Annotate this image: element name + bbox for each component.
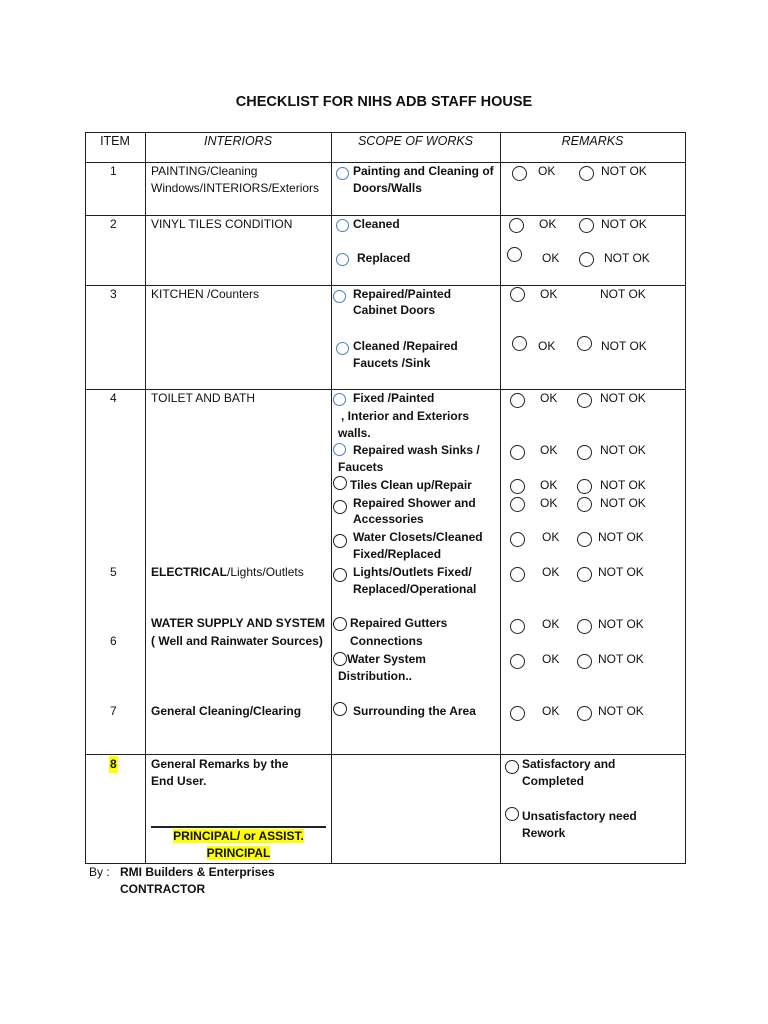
table-border-left	[85, 132, 86, 864]
row8-number: 8	[110, 757, 117, 771]
row4-scope5-line2: Fixed/Replaced	[353, 547, 442, 561]
row4-scope2-line2: Faucets	[338, 460, 384, 474]
row4-notok2-radio[interactable]	[577, 445, 592, 460]
row7-interior: General Cleaning/Clearing	[151, 704, 302, 718]
footer-by-label: By :	[89, 865, 110, 879]
column-divider-1	[145, 132, 146, 864]
row4-scope2-radio[interactable]	[333, 443, 346, 456]
row6-notok2-label: NOT OK	[598, 652, 644, 666]
row3-ok2-label: OK	[538, 339, 556, 353]
row1-interior-line2: Windows/INTERIORS/Exteriors	[151, 181, 320, 195]
signature-label-line2: PRINCIPAL	[206, 846, 271, 860]
row4-notok1-radio[interactable]	[577, 393, 592, 408]
row7-scope-radio[interactable]	[333, 702, 347, 716]
row5-scope-line1: Lights/Outlets Fixed/	[353, 565, 472, 579]
footer-company: RMI Builders & Enterprises	[120, 865, 275, 879]
row2-interior: VINYL TILES CONDITION	[151, 217, 293, 231]
row4-ok3-radio[interactable]	[510, 479, 525, 494]
row6-scope1-line2: Connections	[350, 634, 423, 648]
row2-ok2-radio[interactable]	[507, 247, 522, 262]
header-interiors: INTERIORS	[203, 134, 273, 148]
signature-label-line1: PRINCIPAL/ or ASSIST.	[173, 829, 304, 843]
row2-ok1-radio[interactable]	[509, 218, 524, 233]
row4-ok2-label: OK	[540, 443, 558, 457]
row1-notok-radio[interactable]	[579, 166, 594, 181]
row5-interior	[151, 564, 304, 581]
row3-scope2-line1: Cleaned /Repaired	[353, 339, 458, 353]
row3-notok1-label: NOT OK	[600, 287, 646, 301]
row2-notok2-radio[interactable]	[579, 252, 594, 267]
row4-scope5-radio[interactable]	[333, 534, 347, 548]
row4-notok4-radio[interactable]	[577, 497, 592, 512]
row1-notok-label: NOT OK	[601, 164, 647, 178]
row6-interior-line2: ( Well and Rainwater Sources)	[151, 634, 323, 648]
row4-ok4-radio[interactable]	[510, 497, 525, 512]
row3-scope2-radio[interactable]	[336, 342, 349, 355]
row4-notok3-label: NOT OK	[600, 478, 646, 492]
row7-ok-radio[interactable]	[510, 706, 525, 721]
row4-scope1-line3: walls.	[338, 426, 371, 440]
column-divider-2	[331, 132, 332, 864]
row1-number: 1	[110, 164, 117, 178]
row4-notok5-radio[interactable]	[577, 532, 592, 547]
row2-ok1-label: OK	[539, 217, 557, 231]
row3-ok1-label: OK	[540, 287, 558, 301]
row5-notok-radio[interactable]	[577, 567, 592, 582]
row8-satisfactory-line2: Completed	[522, 774, 585, 788]
row3-ok2-radio[interactable]	[512, 336, 527, 351]
row6-scope2-radio[interactable]	[333, 652, 347, 666]
row3-scope1-line2: Cabinet Doors	[353, 303, 436, 317]
row4-scope4-line1: Repaired Shower and	[353, 496, 476, 510]
row4-number: 4	[110, 391, 117, 405]
row1-scope-line1: Painting and Cleaning of	[353, 164, 494, 178]
row2-notok2-label: NOT OK	[604, 251, 650, 265]
row4-scope1-line2: , Interior and Exteriors	[341, 409, 470, 423]
row4-ok2-radio[interactable]	[510, 445, 525, 460]
row8-unsatisfactory-radio[interactable]	[505, 807, 519, 821]
row3-scope1-radio[interactable]	[333, 290, 346, 303]
row5-number: 5	[110, 565, 117, 579]
row7-notok-label: NOT OK	[598, 704, 644, 718]
row4-scope3-radio[interactable]	[333, 476, 347, 490]
header-item: ITEM	[100, 134, 130, 148]
row4-scope4-radio[interactable]	[333, 500, 347, 514]
row4-ok1-radio[interactable]	[510, 393, 525, 408]
row3-ok1-radio[interactable]	[510, 287, 525, 302]
row6-ok1-radio[interactable]	[510, 619, 525, 634]
row7-divider	[85, 754, 686, 755]
row4-ok4-label: OK	[540, 496, 558, 510]
row6-notok1-label: NOT OK	[598, 617, 644, 631]
row3-interior: KITCHEN /Counters	[151, 287, 260, 301]
row8-satisfactory-line1: Satisfactory and	[522, 757, 616, 771]
row1-ok-radio[interactable]	[512, 166, 527, 181]
row2-number: 2	[110, 217, 117, 231]
row3-notok2-radio[interactable]	[577, 336, 592, 351]
row7-scope-label: Surrounding the Area	[353, 704, 476, 718]
row4-scope4-line2: Accessories	[353, 512, 424, 526]
row4-scope1-line1: Fixed /Painted	[353, 391, 435, 405]
header-remarks: REMARKS	[561, 134, 624, 148]
row6-notok2-radio[interactable]	[577, 654, 592, 669]
row2-scope1-label: Cleaned	[353, 217, 400, 231]
row4-ok3-label: OK	[540, 478, 558, 492]
row5-scope-line2: Replaced/Operational	[353, 582, 477, 596]
row6-scope2-line1: Water System	[347, 652, 426, 666]
row4-ok5-radio[interactable]	[510, 532, 525, 547]
row6-number: 6	[110, 634, 117, 648]
row8-unsatisfactory-line2: Rework	[522, 826, 566, 840]
row4-ok1-label: OK	[540, 391, 558, 405]
row6-ok1-label: OK	[542, 617, 560, 631]
row8-interior-line1: General Remarks by the	[151, 757, 289, 771]
row2-notok1-radio[interactable]	[579, 218, 594, 233]
row3-number: 3	[110, 287, 117, 301]
row3-notok2-label: NOT OK	[601, 339, 647, 353]
row6-notok1-radio[interactable]	[577, 619, 592, 634]
row6-ok2-label: OK	[542, 652, 560, 666]
row2-notok1-label: NOT OK	[601, 217, 647, 231]
row1-scope-line2: Doors/Walls	[353, 181, 422, 195]
row2-scope1-radio[interactable]	[336, 219, 349, 232]
row4-ok5-label: OK	[542, 530, 560, 544]
row4-notok5-label: NOT OK	[598, 530, 644, 544]
row7-notok-radio[interactable]	[577, 706, 592, 721]
row4-notok1-label: NOT OK	[600, 391, 646, 405]
table-border-right	[685, 132, 686, 864]
row6-ok2-radio[interactable]	[510, 654, 525, 669]
row1-ok-label: OK	[538, 164, 556, 178]
row4-scope5-line1: Water Closets/Cleaned	[353, 530, 483, 544]
row5-scope-radio[interactable]	[333, 568, 347, 582]
row4-scope3-label: Tiles Clean up/Repair	[350, 478, 472, 492]
row1-interior-line1: PAINTING/Cleaning	[151, 164, 258, 178]
row4-scope1-radio[interactable]	[333, 393, 346, 406]
row4-notok4-label: NOT OK	[600, 496, 646, 510]
row2-scope2-radio[interactable]	[336, 253, 349, 266]
row6-scope1-line1: Repaired Gutters	[350, 616, 448, 630]
row6-interior-line1: WATER SUPPLY AND SYSTEM	[151, 616, 326, 630]
page-title: CHECKLIST FOR NIHS ADB STAFF HOUSE	[235, 94, 533, 110]
row2-ok2-label: OK	[542, 251, 560, 265]
row1-scope-radio[interactable]	[336, 167, 349, 180]
row7-ok-label: OK	[542, 704, 560, 718]
row8-satisfactory-radio[interactable]	[505, 760, 519, 774]
row5-ok-radio[interactable]	[510, 567, 525, 582]
row5-ok-label: OK	[542, 565, 560, 579]
column-divider-3	[500, 132, 501, 864]
header-scope: SCOPE OF WORKS	[357, 134, 474, 148]
row5-interior-rest: /Lights/Outlets	[227, 565, 304, 579]
row3-scope2-line2: Faucets /Sink	[353, 356, 431, 370]
row6-scope2-line2: Distribution..	[338, 669, 412, 683]
row3-scope1-line1: Repaired/Painted	[353, 287, 452, 301]
row4-interior: TOILET AND BATH	[151, 391, 256, 405]
table-border-top	[85, 132, 686, 133]
row4-notok3-radio[interactable]	[577, 479, 592, 494]
row5-interior-bold: ELECTRICAL	[151, 565, 227, 579]
row2-scope2-label: Replaced	[357, 251, 411, 265]
row6-scope1-radio[interactable]	[333, 617, 347, 631]
row8-interior-line2: End User.	[151, 774, 207, 788]
row7-number: 7	[110, 704, 117, 718]
footer-role: CONTRACTOR	[120, 882, 206, 896]
signature-label	[151, 828, 326, 862]
row4-scope2-line1: Repaired wash Sinks /	[353, 443, 480, 457]
row4-notok2-label: NOT OK	[600, 443, 646, 457]
row8-unsatisfactory-line1: Unsatisfactory need	[522, 809, 637, 823]
row5-notok-label: NOT OK	[598, 565, 644, 579]
